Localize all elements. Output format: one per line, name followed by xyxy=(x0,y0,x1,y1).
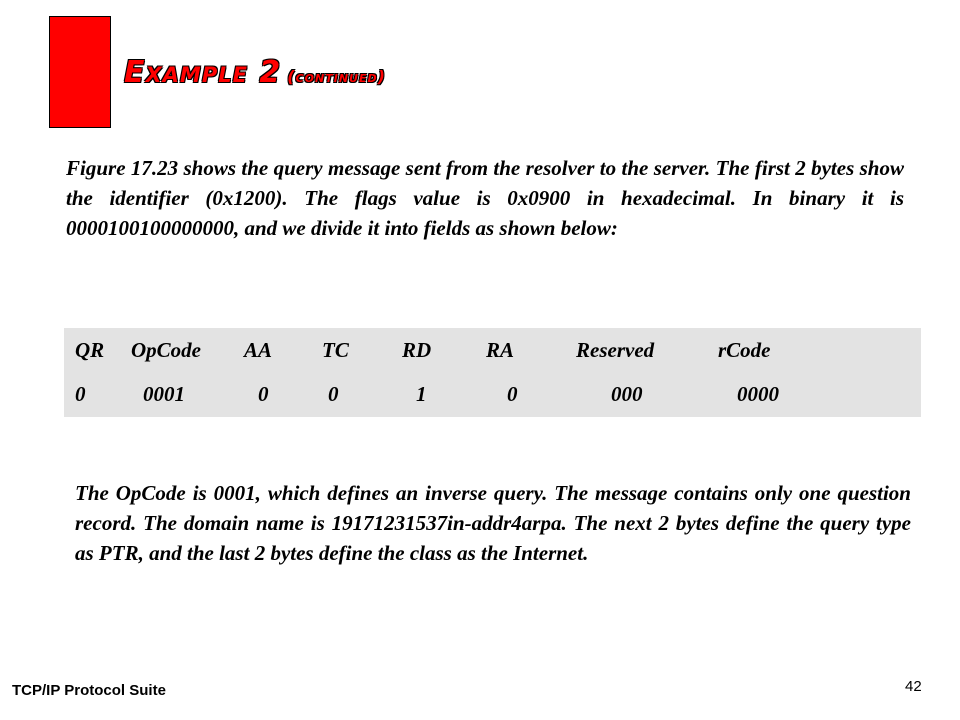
flags-value-cell: 0 xyxy=(328,382,339,407)
flags-header-cell: rCode xyxy=(718,337,771,362)
flags-value-cell: 1 xyxy=(416,382,427,407)
flags-header-cell: OpCode xyxy=(131,337,201,362)
intro-paragraph: Figure 17.23 shows the query message sent from the resolver to the server. The first 2 bytes show the identifier (0x1200). The flags value is 0x0900 in hexadecimal. In binary it is 0000100100000000, and we divide it into fields as shown below: xyxy=(66,156,904,240)
title-accent-block xyxy=(49,16,111,128)
slide-title-suffix: (continued) xyxy=(287,67,386,86)
flags-value-row xyxy=(64,373,921,418)
flags-header-cell: RA xyxy=(486,337,515,362)
slide-title xyxy=(124,55,386,90)
flags-header-cell: AA xyxy=(244,337,273,362)
flags-value-cell: 000 xyxy=(611,382,643,407)
flags-header-cell: TC xyxy=(322,337,349,362)
flags-header-row xyxy=(64,328,921,373)
flags-header-cell: QR xyxy=(75,337,105,362)
page-number: 42 xyxy=(905,678,922,695)
flags-header-cell: Reserved xyxy=(576,337,655,362)
flags-value-cell: 0000 xyxy=(737,382,779,407)
flags-value-cell: 0 xyxy=(75,382,86,407)
flags-value-cell: 0 xyxy=(507,382,518,407)
slide-title-text: Example 2 xyxy=(124,55,282,90)
flags-fields-table xyxy=(64,328,921,417)
flags-value-cell: 0001 xyxy=(143,382,185,407)
flags-header-cell: RD xyxy=(402,337,432,362)
explanation-paragraph: The OpCode is 0001, which defines an inverse query. The message contains only one question record. The domain name is 19171231537in-addr4arpa. The next 2 bytes define the query type as PTR, and the last 2 bytes define the class as the Internet. xyxy=(75,481,911,565)
flags-value-cell: 0 xyxy=(258,382,269,407)
footer-source: TCP/IP Protocol Suite xyxy=(12,682,166,699)
